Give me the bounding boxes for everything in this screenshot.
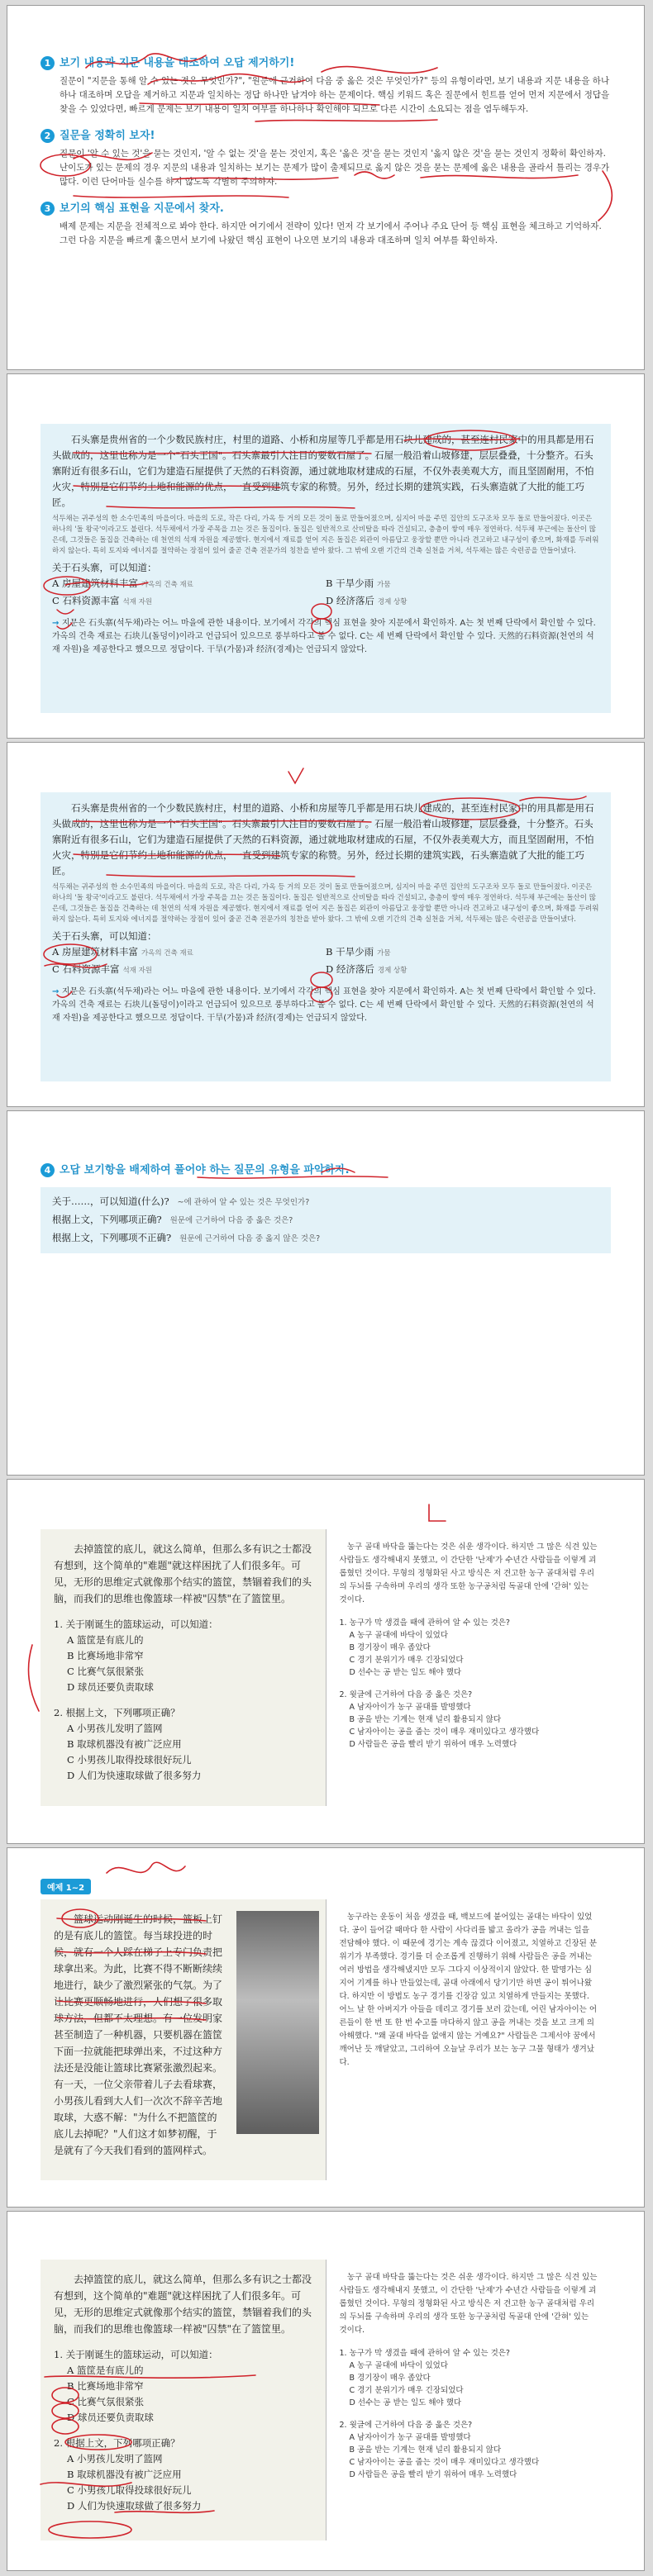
page-3	[7, 742, 645, 1107]
page-2	[7, 373, 645, 739]
section-number: 3	[41, 202, 55, 216]
left-column	[41, 1899, 326, 2180]
tip-section-2	[41, 128, 611, 189]
options	[52, 576, 599, 611]
arrow-icon: →	[52, 619, 62, 628]
option[interactable]: A 小男孩儿发明了篮网	[67, 2453, 163, 2464]
option[interactable]: A 小男孩儿发明了篮网	[67, 1723, 163, 1734]
question-2-korean: 2. 윗글에 근거하여 다음 중 옳은 것은? A 남자아이가 농구 골대를 발명했다 B 공을 받는 기계는 현재 널리 활용되지 않다 C 남자아이는 공을 줍는 것이 매우 재미있다고 생각했다 D 사람들은 공을 빨리 받기 위하여 매우 노력했다	[339, 2421, 540, 2479]
question-2: 2. 根据上文，下列哪项正确？ A 小男孩儿发明了篮网 B 取球机器没有被广泛应用 C 小男孩儿取得投球很好玩儿 D 人们为快速取球做了很多努力	[54, 1705, 312, 1784]
option[interactable]: B 取球机器没有被广泛应用	[67, 1738, 182, 1750]
two-column-layout	[41, 2260, 611, 2540]
explanation: → 지문은 石头寨(석두채)라는 어느 마을에 관한 내용이다. 보기에서 각각의 핵심 표현을 찾아 지문에서 확인하자. A는 첫 번째 단락에서 확인할 수 있다. 가옥의 건축 재료는 石块儿(돌덩이)이라고 언급되어 있으므로 풍부하다고 볼 수 없다. C는 세 번째 단락에서 확인할 수 있다. 天然的石料资源(천연의 석재 자원)을 제공한다고 했으므로 정답이다. 干旱(가뭄)과 经济(경제)는 언급되지 않았다.	[52, 619, 596, 654]
page-6	[7, 1847, 645, 2208]
two-column-layout	[41, 1899, 611, 2180]
section-title: 오답 보기항을 배제하여 풀어야 하는 질문의 유형을 파악하자.	[60, 1164, 350, 1176]
two-column-layout	[41, 1529, 611, 1806]
section-text: 질문이 "지문을 통해 알 수 있는 것은 무엇인가?", "원문에 근거하여 다음 중 옳은 것은 무엇인가?" 등의 유형이라면, 보기 내용과 지문 내용을 하나하나 대조하며 오답을 제거하고 지문과 일치하는 정답 하나만 남겨야 하는 문제이다. 핵심 키워드 혹은 질문에서 힌트를 얻어 먼저 지문에서 정답을 찾을 수 있었다면, 빠르게 문제는 보기 내용이 일치 여부를 하나하나 확인해야 되므로 다른 시간이 소요되는 점을 염두해두자.	[60, 76, 610, 114]
basketball-photo	[236, 1911, 319, 2134]
passage-chinese: 石头寨是贵州省的一个少数民族村庄，村里的道路、小桥和房屋等几乎都是用石块儿建成的，甚至连村民家中的用具都是用石头做成的，这里也称为是一个"石头王国"。石头寨最引人注目的要数石屋了。石屋一般沿着山坡修建，层层叠叠，十分整齐。石头寨附近有很多石山，它们为建造石屋提供了天然的石料资源，通过就地取材建成的石屋，不仅外表美观大方，而且坚固耐用，不怕火灾，特别是它们节约土地和能源的优点，一直受到建筑专家的称赞。另外，经过长期的建筑实践，石头寨造就了大批的能工巧匠。	[52, 802, 594, 877]
question-2: 2. 根据上文，下列哪项正确？ A 小男孩儿发明了篮网 B 取球机器没有被广泛应用 C 小男孩儿取得投球很好玩儿 D 人们为快速取球做了很多努力	[54, 2436, 312, 2514]
page-1	[7, 5, 645, 370]
question-1-korean: 1. 농구가 막 생겼을 때에 관하여 알 수 있는 것은? A 농구 골대에 바닥이 있었다 B 경기장이 매우 좁았다 C 경기 분위기가 매우 긴장되었다 D 선수는 공 받는 일도 해야 했다	[339, 1618, 510, 1677]
section-title: 보기의 핵심 표현을 지문에서 찾자.	[60, 202, 224, 215]
section-4-header	[41, 1162, 611, 1178]
passage-korean: 농구라는 운동이 처음 생겼을 때, 백보드에 붙어있는 골대는 바닥이 있었다. 공이 들어갈 때마다 한 사람이 사다리를 밟고 올라가 공을 꺼내는 일을 전담해야 했다. 이 때문에 경기는 계속 끊겼다 이어졌고, 치열하고 긴장된 분위기가 부족했다. 경기를 더 순조롭게 진행하기 위해 사람들은 공을 꺼내는 여러 방법을 생각해냈지만 모두 그다지 이상적이지 않았다. 한 발명가는 심지어 기계를 하나 만들었는데, 골대 아래에서 당기기만 하면 공이 튀어나왔다. 하지만 이 방법도 농구 경기를 긴장감 있고 치열하게 만들지는 못했다. 어느 날 한 아버지가 아들을 데리고 경기를 보러 갔는데, 어린 남자아이는 어른들이 한 번 또 한 번 수고를 마다하지 않고 공을 꺼내는 것을 보고 크게 의아해했다. "왜 골대 바닥을 없애지 않는 거예요?" 사람들은 그제서야 꿈에서 깨어난 듯 깨달았고, 그리하여 오늘날 우리가 보는 농구 그물 형태가 생겨났다.	[339, 1913, 598, 2067]
passage-korean: 농구 골대 바닥을 뚫는다는 것은 쉬운 생각이다. 하지만 그 많은 식견 있는 사람들도 생각해내지 못했고, 이 간단한 '난제'가 수년간 사람들을 이렇게 괴롭혔던 것이다. 무형의 정형화된 사고 방식은 저 견고한 농구 골대처럼 우리의 두뇌를 구속하며 우리의 생각 또한 농구공처럼 독골대 안에 '갇혀' 있는 것이다.	[339, 2273, 598, 2335]
explanation: → 지문은 石头寨(석두채)라는 어느 마을에 관한 내용이다. 보기에서 각각의 핵심 표현을 찾아 지문에서 확인하자. A는 첫 번째 단락에서 확인할 수 있다. 가옥의 건축 재료는 石块儿(돌덩이)이라고 언급되어 있으므로 풍부하다고 볼 수 없다. C는 세 번째 단락에서 확인할 수 있다. 天然的石料资源(천연의 석재 자원)을 제공한다고 했으므로 정답이다. 干旱(가뭄)과 经济(경제)는 언급되지 않았다.	[52, 987, 596, 1023]
question-2-korean: 2. 윗글에 근거하여 다음 중 옳은 것은? A 남자아이가 농구 골대를 발명했다 B 공을 받는 기계는 현재 널리 활용되지 않다 C 남자아이는 공을 줍는 것이 매우 재미있다고 생각했다 D 사람들은 공을 빨리 받기 위하여 매우 노력했다	[339, 1690, 540, 1749]
section-title: 보기 내용과 지문 내용을 대조하여 오답 제거하기!	[60, 57, 295, 69]
option-d[interactable]: D 经济落后 경제 상황	[326, 963, 408, 975]
passage-chinese: 石头寨是贵州省的一个少数民族村庄，村里的道路、小桥和房屋等几乎都是用石块儿建成的，甚至连村民家中的用具都是用石头做成的，这里也称为是一个"石头王国"。石头寨最引人注目的要数石屋了。石屋一般沿着山坡修建，层层叠叠，十分整齐。石头寨附近有很多石山，它们为建造石屋提供了天然的石料资源，通过就地取材建成的石屋，不仅外表美观大方，而且坚固耐用，不怕火灾，特别是它们节约土地和能源的优点，一直受到建筑专家的称赞。另外，经过长期的建筑实践，石头寨造就了大批的能工巧匠。	[52, 434, 594, 508]
question-1: 1. 关于刚诞生的篮球运动，可以知道： A 篮筐是有底儿的 B 比赛场地非常窄 C 比赛气氛很紧张 D 球员还要负责取球	[54, 1617, 312, 1695]
tip-section-1	[41, 55, 611, 116]
page-5	[7, 1479, 645, 1844]
option[interactable]: C 小男孩儿取得投球很好玩儿	[67, 1754, 192, 1766]
question-1-korean: 1. 농구가 막 생겼을 때에 관하여 알 수 있는 것은? A 농구 골대에 바닥이 있었다 B 경기장이 매우 좁았다 C 경기 분위기가 매우 긴장되었다 D 선수는 공 받는 일도 해야 했다	[339, 2349, 510, 2407]
section-title: 질문을 정확히 보자!	[60, 130, 155, 142]
option[interactable]: A 篮筐是有底儿的	[67, 1634, 144, 1646]
question-type-row: 根据上文，下列哪项正确? 원문에 근거하여 다음 중 옳은 것은?	[52, 1214, 293, 1225]
option[interactable]: D 球员还要负责取球	[67, 1681, 154, 1693]
option-c[interactable]: C 石料资源丰富 석재 자원	[52, 963, 153, 975]
page-7	[7, 2211, 645, 2571]
page-4	[7, 1110, 645, 1476]
option[interactable]: C 比赛气氛很紧张	[67, 2396, 144, 2407]
passage-chinese: 去掉篮筐的底儿，就这么简单，但那么多有识之士都没有想到，这个简单的"难题"就这样困扰了人们很多年。可见，无形的思维定式就像那个结实的篮筐，禁锢着我们的头脑，而我们的思维也像篮球一样被"囚禁"在了篮筐里。	[54, 2274, 312, 2335]
example-tag: 예제 1~2	[41, 1878, 91, 1894]
option-a[interactable]: A 房屋建筑材料丰富 가옥의 건축 재료	[52, 946, 193, 958]
right-column	[326, 2260, 612, 2540]
option-d[interactable]: D 经济落后 경제 상황	[326, 595, 408, 606]
passage-korean: 석두채는 귀주성의 한 소수민족의 마을이다. 마을의 도로, 작은 다리, 가옥 등 거의 모든 것이 돌로 만들어졌으며, 심지어 마을 주민 집안의 도구조차 모두 돌로 만들어졌다. 이곳은 하나의 '돌 왕국'이라고도 불린다. 석두채에서 가장 주목을 끄는 것은 돌집이다. 돌집은 일반적으로 산비탈을 따라 건설되고, 층층이 쌓여 매우 정연하다. 석두채 부근에는 돌산이 많은데, 그것들은 돌집을 건축하는 데 천연의 석재 자원을 제공했다. 현지에서 재료를 얻어 지은 돌집은 외관이 아름답고 웅장할 뿐만 아니라 견고하고 내구성이 좋으며, 화재를 두려워하지 않는다. 특히 토지와 에너지를 절약하는 장점이 있어 줄곧 건축 전문가의 칭찬을 받아 왔다. 그 밖에 오랜 기간의 건축 실천을 거쳐, 석두채는 많은 숙련공을 만들어냈다.	[52, 515, 599, 555]
options	[52, 944, 599, 979]
option[interactable]: B 取球机器没有被广泛应用	[67, 2469, 182, 2480]
option[interactable]: C 小男孩儿取得投球很好玩儿	[67, 2484, 192, 2496]
right-column	[326, 1899, 612, 2180]
question-type-row: 关于……，可以知道(什么)? ~에 관하여 알 수 있는 것은 무엇인가?	[52, 1195, 310, 1207]
arrow-icon: →	[52, 987, 62, 996]
option[interactable]: B 比赛场地非常窄	[67, 2380, 144, 2392]
tip-section-3	[41, 201, 611, 248]
option-b[interactable]: B 干旱少雨 가뭄	[326, 577, 391, 589]
left-column	[41, 1529, 326, 1806]
example-box	[41, 792, 611, 1081]
question: 关于石头寨，可以知道：	[52, 930, 157, 942]
option[interactable]: C 比赛气氛很紧张	[67, 1666, 144, 1677]
passage-chinese: 去掉篮筐的底儿，就这么简单，但那么多有识之士都没有想到，这个简单的"难题"就这样困扰了人们很多年。可见，无形的思维定式就像那个结实的篮筐，禁锢着我们的头脑，而我们的思维也像篮球一样被"囚禁"在了篮筐里。	[54, 1543, 312, 1604]
right-column	[326, 1529, 612, 1806]
section-text: 질문이 '알 수 있는 것'을 묻는 것인지, '알 수 없는 것'을 묻는 것인지, 혹은 '옳은 것'을 묻는 것인지 '옳지 않은 것'을 묻는 것인지 정확히 확인하자. 난이도가 있는 문제의 경우 지문의 내용과 일치하는 보기는 문제가 많이 출제되므로 옳지 않은 것을 묻는 문제에 옳은 내용을 골라서 틀리는 경우가 많다. 이런 단어마들 실수를 하지 않도록 각별히 주의하자.	[60, 149, 610, 187]
question-type-row: 根据上文，下列哪项不正确? 원문에 근거하여 다음 중 옳지 않은 것은?	[52, 1232, 321, 1243]
left-column	[41, 2260, 326, 2540]
section-number: 2	[41, 129, 55, 143]
example-box	[41, 424, 611, 713]
option-c[interactable]: C 石料资源丰富 석재 자원	[52, 595, 153, 606]
option[interactable]: A 篮筐是有底儿的	[67, 2365, 144, 2376]
option[interactable]: B 比赛场地非常窄	[67, 1650, 144, 1661]
passage-korean: 농구 골대 바닥을 뚫는다는 것은 쉬운 생각이다. 하지만 그 많은 식견 있는 사람들도 생각해내지 못했고, 이 간단한 '난제'가 수년간 사람들을 이렇게 괴롭혔던 것이다. 무형의 정형화된 사고 방식은 저 견고한 농구 골대처럼 우리의 두뇌를 구속하며 우리의 생각 또한 농구공처럼 독골대 안에 '갇혀' 있는 것이다.	[339, 1542, 598, 1604]
section-number: 4	[41, 1163, 55, 1177]
option-b[interactable]: B 干旱少雨 가뭄	[326, 946, 391, 958]
section-text: 배제 문제는 지문을 전체적으로 봐야 한다. 하지만 여기에서 전략이 있다! 먼저 각 보기에서 주어나 주요 단어 등 핵심 표현을 체크하고 기억하자. 그런 다음 지문을 빠르게 훑으면서 보기에 나왔던 핵심 표현이 나오면 보기의 내용과 대조하며 일치 여부를 확인하자.	[60, 221, 602, 245]
option[interactable]: D 人们为快速取球做了很多努力	[67, 2500, 202, 2512]
option[interactable]: D 球员还要负责取球	[67, 2412, 154, 2423]
section-number: 1	[41, 56, 55, 70]
question-types-box	[41, 1187, 611, 1253]
question-1: 1. 关于刚诞生的篮球运动，可以知道： A 篮筐是有底儿的 B 比赛场地非常窄 C 比赛气氛很紧张 D 球员还要负责取球	[54, 2347, 312, 2426]
passage-chinese: 篮球运动刚诞生的时候，篮板上钉的是有底儿的篮筐。每当球投进的时候，就有一个人踩在梯子上专门负责把球拿出来。为此，比赛不得不断断续续地进行，缺少了激烈紧张的气氛。为了让比赛更顺畅地进行，人们想了很多取球方法，但都不太理想。有一位发明家甚至制造了一种机器，只要机器在篮筐下面一拉就能把球弹出来，不过这种方法还是没能让篮球比赛紧张激烈起来。有一天，一位父亲带着儿子去看球赛，小男孩儿看到大人们一次次不辞辛苦地取球，大惑不解："为什么不把篮筐的底儿去掉呢？"人们这才如梦初醒，于是就有了今天我们看到的篮网样式。	[54, 1913, 223, 2156]
option-a[interactable]: A 房屋建筑材料丰富 가옥의 건축 재료	[52, 577, 193, 589]
question: 关于石头寨，可以知道：	[52, 562, 157, 573]
option[interactable]: D 人们为快速取球做了很多努力	[67, 1770, 202, 1781]
passage-korean: 석두채는 귀주성의 한 소수민족의 마을이다. 마을의 도로, 작은 다리, 가옥 등 거의 모든 것이 돌로 만들어졌으며, 심지어 마을 주민 집안의 도구조차 모두 돌로 만들어졌다. 이곳은 하나의 '돌 왕국'이라고도 불린다. 석두채에서 가장 주목을 끄는 것은 돌집이다. 돌집은 일반적으로 산비탈을 따라 건설되고, 층층이 쌓여 매우 정연하다. 석두채 부근에는 돌산이 많은데, 그것들은 돌집을 건축하는 데 천연의 석재 자원을 제공했다. 현지에서 재료를 얻어 지은 돌집은 외관이 아름답고 웅장할 뿐만 아니라 견고하고 내구성이 좋으며, 화재를 두려워하지 않는다. 특히 토지와 에너지를 절약하는 장점이 있어 줄곧 건축 전문가의 칭찬을 받아 왔다. 그 밖에 오랜 기간의 건축 실천을 거쳐, 석두채는 많은 숙련공을 만들어냈다.	[52, 883, 599, 924]
